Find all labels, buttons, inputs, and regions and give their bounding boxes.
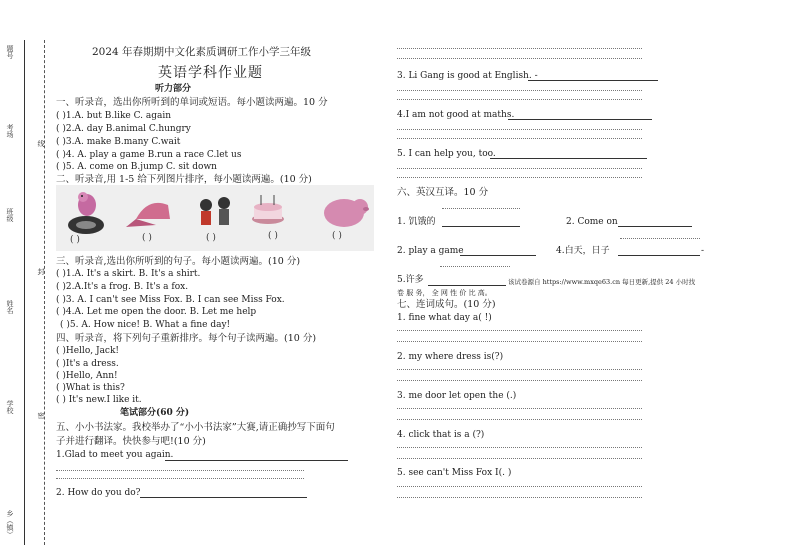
- answer-dotted-line[interactable]: [397, 138, 642, 139]
- margin-label-name: 姓名: [6, 300, 14, 314]
- answer-line[interactable]: [442, 226, 520, 227]
- margin-rule-inner: [44, 40, 45, 545]
- sec1-item: ( )5. A. come on B.jump C. sit down: [56, 162, 217, 172]
- sec7-item: 4. click that is a (?): [397, 430, 485, 440]
- sec7-item: 5. see can't Miss Fox I(. ): [397, 468, 512, 478]
- answer-dotted-line[interactable]: [397, 129, 642, 130]
- margin-mark-mi: 密: [37, 412, 45, 419]
- answer-dotted-line[interactable]: [397, 48, 642, 49]
- answer-dotted-line[interactable]: [397, 380, 642, 381]
- ad-line2: 卷 服 务， 全 网 性 价 比 高。: [397, 289, 492, 297]
- margin-label-room: 考场: [6, 124, 14, 138]
- sec4-title: 四、听录音，将下列句子重新排序。每个句子读两遍。(10 分): [56, 333, 317, 344]
- answer-line[interactable]: [460, 255, 536, 256]
- sec5-item: 1.Glad to meet you again.: [56, 450, 174, 460]
- answer-dotted-line[interactable]: [397, 408, 642, 409]
- sec3-title: 三、听录音,选出你所听到的句子。每小题读两遍。(10 分): [56, 256, 301, 267]
- picture-strip: [56, 185, 374, 251]
- answer-dotted-line[interactable]: [397, 486, 642, 487]
- picture-order-blank[interactable]: ( ): [70, 235, 80, 245]
- answer-dotted-line[interactable]: [397, 99, 642, 100]
- answer-dotted-line[interactable]: [56, 470, 304, 471]
- answer-dotted-line[interactable]: [397, 458, 642, 459]
- sec5-item: 3. Li Gang is good at English. -: [397, 71, 538, 81]
- sec7-item: 2. my where dress is(?): [397, 352, 504, 362]
- ad-line1: 该试卷源自 https://www.mxqe63.cn 每日更新,提供 24 小时找: [508, 278, 696, 286]
- answer-dotted-line[interactable]: [397, 497, 642, 498]
- answer-line[interactable]: [140, 497, 307, 498]
- sec3-item: ( )1.A. It's a skirt. B. It's a shirt.: [56, 269, 201, 279]
- sec3-item: ( )2.A.It's a frog. B. It's a fox.: [56, 282, 189, 292]
- answer-dotted-line[interactable]: [620, 238, 700, 239]
- sec5-item: 5. I can help you, too.: [397, 149, 496, 159]
- sec4-item: ( )What is this?: [56, 383, 125, 393]
- sec5-title-line2: 子并进行翻译。快快参与吧!(10 分): [56, 436, 206, 447]
- answer-dotted-line[interactable]: [397, 330, 642, 331]
- sec6-dash: -: [701, 246, 705, 256]
- pig-picture: [324, 199, 369, 227]
- answer-line[interactable]: [428, 285, 506, 286]
- sec4-item: ( )Hello, Ann!: [56, 371, 118, 381]
- sec6-item: 1. 饥饿的: [397, 217, 436, 227]
- cake-picture: [252, 195, 284, 224]
- sec5-title-line1: 五、小小书法家。我校举办了“小小书法家”大赛,请正确抄写下面句: [56, 422, 335, 433]
- sec4-item: ( )Hello, Jack!: [56, 346, 120, 356]
- answer-dotted-line[interactable]: [397, 177, 642, 178]
- dog-on-tyre-picture: [68, 192, 104, 234]
- sec1-item: ( )1.A. but B.like C. again: [56, 111, 172, 121]
- answer-line[interactable]: [528, 80, 658, 81]
- exam-title: 英语学科作业题: [158, 65, 263, 81]
- margin-label-exam-no: 题号: [6, 45, 14, 59]
- cap-picture: [126, 203, 170, 227]
- two-children-picture: [200, 197, 230, 225]
- sec6-item: 2. Come on: [566, 217, 618, 227]
- sec6-item: 2. play a game: [397, 246, 464, 256]
- sec5-item: 2. How do you do?: [56, 488, 141, 498]
- answer-dotted-line[interactable]: [397, 419, 642, 420]
- sec7-item: 3. me door let open the (.): [397, 391, 517, 401]
- answer-dotted-line[interactable]: [397, 90, 642, 91]
- sec1-item: ( )3.A. make B.many C.wait: [56, 137, 181, 147]
- sec1-item: ( )4. A. play a game B.run a race C.let us: [56, 150, 242, 160]
- sec6-title: 六、英汉互译。10 分: [397, 187, 489, 198]
- answer-dotted-line[interactable]: [442, 208, 520, 209]
- picture-order-blank[interactable]: ( ): [332, 231, 342, 241]
- sec7-title: 七、连词成句。(10 分): [397, 299, 496, 310]
- picture-order-blank[interactable]: ( ): [142, 233, 152, 243]
- sec3-item: ( )4.A. Let me open the door. B. Let me help: [56, 307, 257, 317]
- picture-order-blank[interactable]: ( ): [206, 233, 216, 243]
- answer-line[interactable]: [508, 119, 652, 120]
- picture-order-blank[interactable]: ( ): [268, 231, 278, 241]
- margin-mark-feng: 封: [37, 268, 45, 275]
- margin-label-class: 班级: [6, 208, 14, 222]
- sec2-title: 二、听录音,用 1-5 给下列图片排序，每小题读两遍。(10 分): [56, 174, 312, 185]
- sec3-item: ( )5. A. How nice! B. What a fine day!: [60, 320, 231, 330]
- answer-dotted-line[interactable]: [397, 447, 642, 448]
- answer-dotted-line[interactable]: [397, 341, 642, 342]
- writing-heading: 笔试部分(60 分): [120, 408, 190, 418]
- sec3-item: ( )3. A. I can't see Miss Fox. B. I can see Miss Fox.: [56, 295, 285, 305]
- sec7-item: 1. fine what day a( !): [397, 313, 492, 323]
- answer-line[interactable]: [618, 255, 700, 256]
- margin-mark-xian: 线: [37, 140, 45, 147]
- answer-line[interactable]: [618, 226, 692, 227]
- listening-heading: 听力部分: [155, 84, 192, 94]
- answer-dotted-line[interactable]: [397, 58, 642, 59]
- sec1-title: 一、听录音，选出你所听到的单词或短语。每小题读两遍。10 分: [56, 97, 328, 108]
- answer-dotted-line[interactable]: [397, 369, 642, 370]
- margin-label-township: 乡（镇）: [6, 510, 14, 538]
- sec1-item: ( )2.A. day B.animal C.hungry: [56, 124, 191, 134]
- answer-line[interactable]: [490, 158, 647, 159]
- answer-dotted-line[interactable]: [397, 168, 642, 169]
- sec6-item: 4.白天，日子: [556, 246, 610, 256]
- margin-label-school: 学校: [6, 400, 14, 414]
- answer-line[interactable]: [165, 460, 348, 461]
- sec4-item: ( )It's a dress.: [56, 359, 119, 369]
- answer-dotted-line[interactable]: [440, 266, 510, 267]
- margin-rule-outer: [24, 40, 25, 545]
- answer-dotted-line[interactable]: [56, 478, 304, 479]
- exam-header-line1: 2024 年春期期中文化素质调研工作小学三年级: [92, 46, 312, 58]
- sec4-item: ( ) It's new.I like it.: [56, 395, 142, 405]
- sec6-item: 5.许多: [397, 275, 424, 285]
- sec5-item: 4.I am not good at maths.: [397, 110, 515, 120]
